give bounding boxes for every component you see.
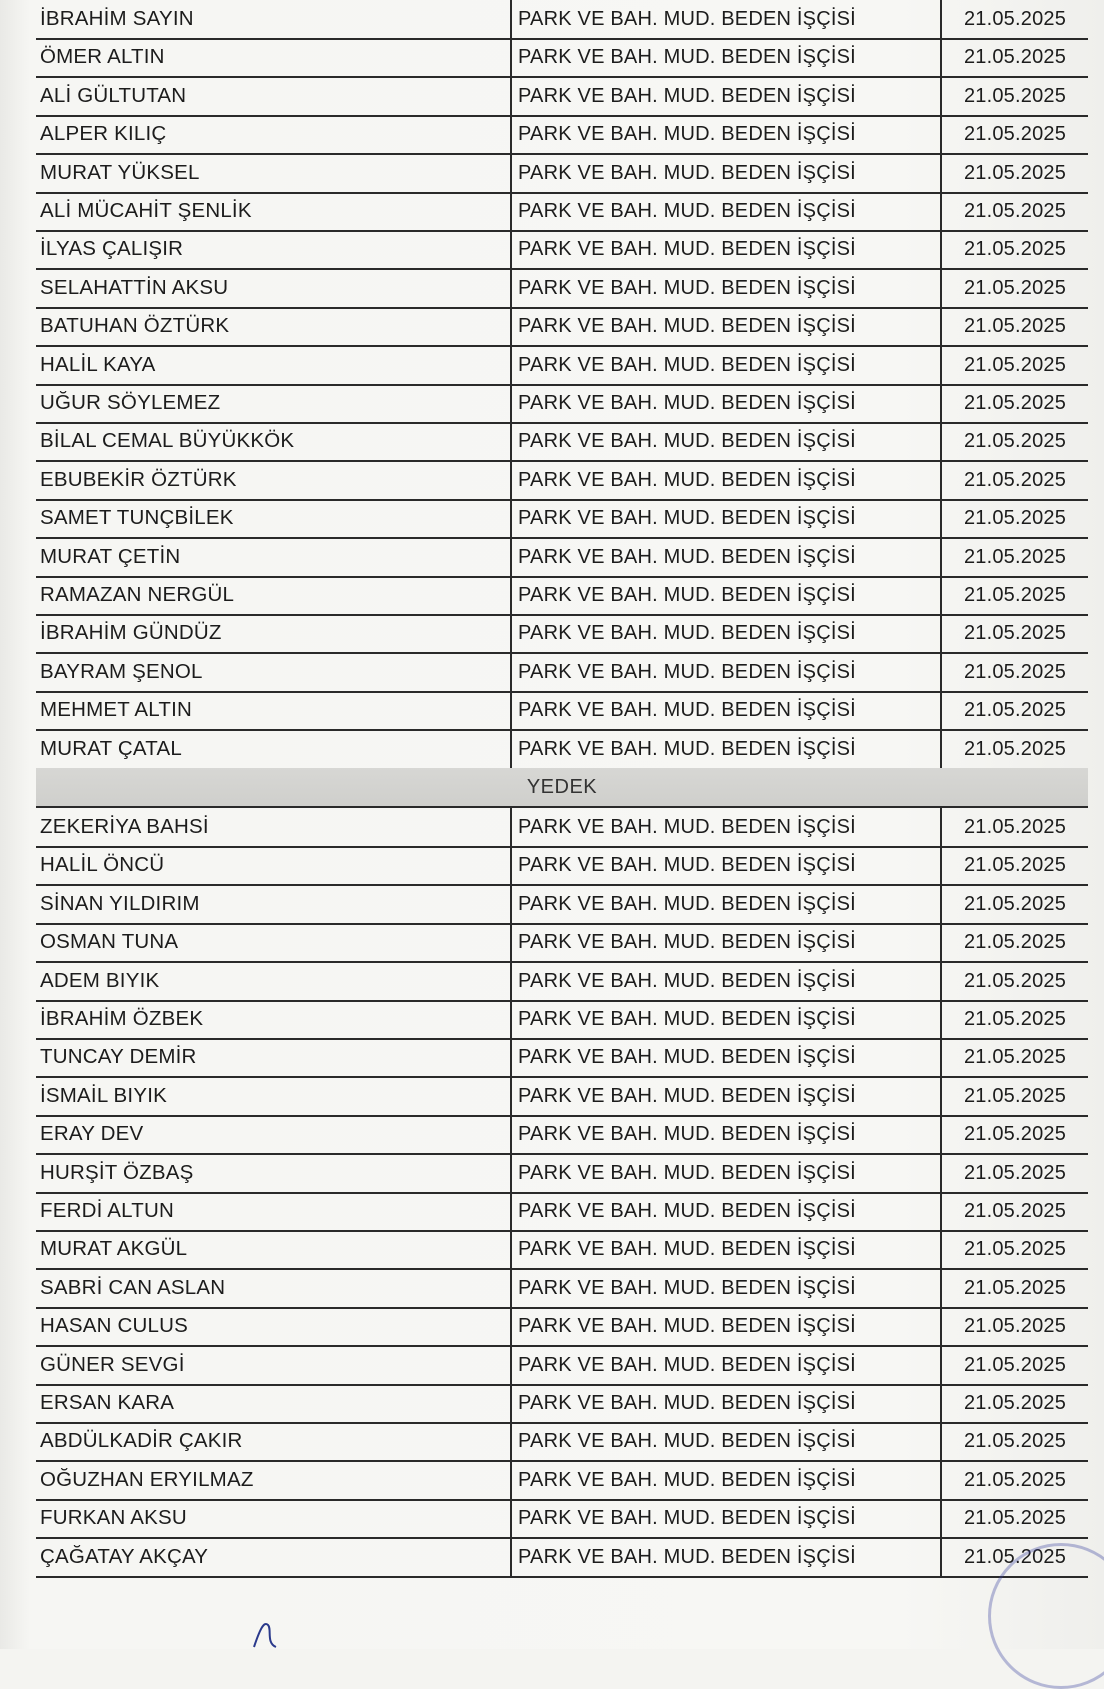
signature-icon: [250, 1619, 290, 1649]
table-row: [36, 885, 1088, 925]
table-row: [36, 346, 1088, 386]
table-row: [36, 384, 1088, 424]
employee-name: SABRİ CAN ASLAN: [40, 1275, 226, 1299]
employee-position: PARK VE BAH. MUD. BEDEN İŞÇİSİ: [510, 0, 940, 40]
table-row: [36, 1499, 1088, 1539]
table-row: [36, 38, 1088, 78]
employee-name: ALİ GÜLTUTAN: [40, 83, 187, 107]
table-row: [36, 1038, 1088, 1078]
employee-name: RAMAZAN NERGÜL: [40, 583, 235, 606]
employee-position: PARK VE BAH. MUD. BEDEN İŞÇİSİ: [510, 346, 940, 386]
table-row: [36, 808, 1088, 848]
start-date: 21.05.2025: [940, 1230, 1088, 1270]
employee-name: İBRAHİM SAYIN: [40, 7, 194, 30]
employee-name: İSMAİL BIYIK: [40, 1083, 167, 1107]
employee-name: EBUBEKİR ÖZTÜRK: [40, 467, 237, 491]
employee-name: MURAT YÜKSEL: [40, 160, 200, 184]
employee-name: FERDİ ALTUN: [40, 1199, 174, 1222]
start-date: 21.05.2025: [940, 1346, 1088, 1386]
employee-position: PARK VE BAH. MUD. BEDEN İŞÇİSİ: [510, 1115, 940, 1155]
table-row: [36, 1346, 1088, 1386]
employee-name: FURKAN AKSU: [40, 1506, 187, 1530]
employee-position: PARK VE BAH. MUD. BEDEN İŞÇİSİ: [510, 77, 940, 117]
employee-name: BAYRAM ŞENOL: [40, 659, 203, 683]
start-date: 21.05.2025: [940, 1038, 1088, 1078]
employee-position: PARK VE BAH. MUD. BEDEN İŞÇİSİ: [510, 1038, 940, 1078]
employee-position: PARK VE BAH. MUD. BEDEN İŞÇİSİ: [510, 154, 940, 194]
employee-name: HASAN CULUS: [40, 1314, 189, 1338]
start-date: 21.05.2025: [940, 614, 1088, 654]
table-row: [36, 192, 1088, 232]
start-date: 21.05.2025: [940, 1192, 1088, 1232]
table-row: [36, 154, 1088, 194]
table-row: [36, 115, 1088, 155]
employee-position: PARK VE BAH. MUD. BEDEN İŞÇİSİ: [510, 38, 940, 78]
table-row: [36, 923, 1088, 963]
employee-name: UĞUR SÖYLEMEZ: [40, 391, 221, 414]
table-row: [36, 269, 1088, 309]
start-date: 21.05.2025: [940, 1499, 1088, 1539]
employee-position: PARK VE BAH. MUD. BEDEN İŞÇİSİ: [510, 962, 940, 1002]
employee-position: PARK VE BAH. MUD. BEDEN İŞÇİSİ: [510, 115, 940, 155]
employee-position: PARK VE BAH. MUD. BEDEN İŞÇİSİ: [510, 422, 940, 462]
table-row: [36, 1077, 1088, 1117]
employee-name: ÇAĞATAY AKÇAY: [40, 1544, 209, 1568]
employee-position: PARK VE BAH. MUD. BEDEN İŞÇİSİ: [510, 1422, 940, 1462]
start-date: 21.05.2025: [940, 1461, 1088, 1501]
start-date: 21.05.2025: [940, 1307, 1088, 1347]
employee-name: ÖMER ALTIN: [40, 45, 165, 69]
table-row: [36, 1269, 1088, 1309]
start-date: 21.05.2025: [940, 1538, 1088, 1578]
employee-name: TUNCAY DEMİR: [40, 1045, 197, 1069]
employee-name: MURAT ÇATAL: [40, 736, 182, 760]
table-row: [36, 1115, 1088, 1155]
employee-name: İBRAHİM GÜNDÜZ: [40, 621, 222, 645]
start-date: 21.05.2025: [940, 923, 1088, 963]
table-row: [36, 307, 1088, 347]
table-row: [36, 499, 1088, 539]
employee-name: İLYAS ÇALIŞIR: [40, 237, 184, 261]
start-date: 21.05.2025: [940, 846, 1088, 886]
table-row: [36, 1000, 1088, 1040]
employee-position: PARK VE BAH. MUD. BEDEN İŞÇİSİ: [510, 691, 940, 731]
start-date: 21.05.2025: [940, 1115, 1088, 1155]
employee-position: PARK VE BAH. MUD. BEDEN İŞÇİSİ: [510, 653, 940, 693]
employee-position: PARK VE BAH. MUD. BEDEN İŞÇİSİ: [510, 499, 940, 539]
employee-position: PARK VE BAH. MUD. BEDEN İŞÇİSİ: [510, 1154, 940, 1194]
employee-name: SELAHATTİN AKSU: [40, 275, 229, 299]
start-date: 21.05.2025: [940, 307, 1088, 347]
table-row: [36, 538, 1088, 578]
table-row: [36, 691, 1088, 731]
table-row: [36, 422, 1088, 462]
employee-name: SİNAN YILDIRIM: [40, 891, 200, 915]
table-row: [36, 576, 1088, 616]
employee-position: PARK VE BAH. MUD. BEDEN İŞÇİSİ: [510, 1269, 940, 1309]
start-date: 21.05.2025: [940, 38, 1088, 78]
employee-name: HALİL KAYA: [40, 352, 156, 376]
employee-position: PARK VE BAH. MUD. BEDEN İŞÇİSİ: [510, 1346, 940, 1386]
employee-position: PARK VE BAH. MUD. BEDEN İŞÇİSİ: [510, 538, 940, 578]
employee-position: PARK VE BAH. MUD. BEDEN İŞÇİSİ: [510, 461, 940, 501]
employee-name: SAMET TUNÇBİLEK: [40, 506, 234, 530]
employee-position: PARK VE BAH. MUD. BEDEN İŞÇİSİ: [510, 576, 940, 616]
start-date: 21.05.2025: [940, 1269, 1088, 1309]
table-row: [36, 1192, 1088, 1232]
start-date: 21.05.2025: [940, 499, 1088, 539]
employee-name: BİLAL CEMAL BÜYÜKKÖK: [40, 429, 295, 453]
employee-position: PARK VE BAH. MUD. BEDEN İŞÇİSİ: [510, 730, 940, 770]
start-date: 21.05.2025: [940, 384, 1088, 424]
start-date: 21.05.2025: [940, 154, 1088, 194]
start-date: 21.05.2025: [940, 422, 1088, 462]
employee-name: ALİ MÜCAHİT ŞENLİK: [40, 199, 252, 222]
employee-name: ZEKERİYA BAHSİ: [40, 815, 209, 838]
start-date: 21.05.2025: [940, 653, 1088, 693]
employee-name: GÜNER SEVGİ: [40, 1352, 185, 1376]
employee-position: PARK VE BAH. MUD. BEDEN İŞÇİSİ: [510, 307, 940, 347]
employee-position: PARK VE BAH. MUD. BEDEN İŞÇİSİ: [510, 384, 940, 424]
employee-position: PARK VE BAH. MUD. BEDEN İŞÇİSİ: [510, 1538, 940, 1578]
table-row: [36, 846, 1088, 886]
employee-position: PARK VE BAH. MUD. BEDEN İŞÇİSİ: [510, 1192, 940, 1232]
start-date: 21.05.2025: [940, 962, 1088, 1002]
table-row: [36, 0, 1088, 40]
start-date: 21.05.2025: [940, 1000, 1088, 1040]
start-date: 21.05.2025: [940, 1154, 1088, 1194]
reserve-section-header: [36, 768, 1088, 808]
start-date: 21.05.2025: [940, 230, 1088, 270]
employee-position: PARK VE BAH. MUD. BEDEN İŞÇİSİ: [510, 1461, 940, 1501]
employee-name: İBRAHİM ÖZBEK: [40, 1007, 204, 1030]
start-date: 21.05.2025: [940, 538, 1088, 578]
start-date: 21.05.2025: [940, 0, 1088, 40]
employee-position: PARK VE BAH. MUD. BEDEN İŞÇİSİ: [510, 192, 940, 232]
employee-position: PARK VE BAH. MUD. BEDEN İŞÇİSİ: [510, 808, 940, 848]
employee-position: PARK VE BAH. MUD. BEDEN İŞÇİSİ: [510, 269, 940, 309]
start-date: 21.05.2025: [940, 730, 1088, 770]
table-row: [36, 1422, 1088, 1462]
start-date: 21.05.2025: [940, 1384, 1088, 1424]
employee-name: MEHMET ALTIN: [40, 698, 192, 722]
start-date: 21.05.2025: [940, 1422, 1088, 1462]
employee-name: OSMAN TUNA: [40, 930, 179, 954]
table-row: [36, 1461, 1088, 1501]
employee-name: MURAT AKGÜL: [40, 1237, 188, 1261]
table-row: [36, 962, 1088, 1002]
employee-position: PARK VE BAH. MUD. BEDEN İŞÇİSİ: [510, 1000, 940, 1040]
employee-position: PARK VE BAH. MUD. BEDEN İŞÇİSİ: [510, 1499, 940, 1539]
employee-name: MURAT ÇETİN: [40, 544, 181, 568]
employee-position: PARK VE BAH. MUD. BEDEN İŞÇİSİ: [510, 614, 940, 654]
table-row: [36, 653, 1088, 693]
table-row: [36, 614, 1088, 654]
employee-name: OĞUZHAN ERYILMAZ: [40, 1467, 254, 1491]
employee-name: ERAY DEV: [40, 1122, 144, 1146]
employee-position: PARK VE BAH. MUD. BEDEN İŞÇİSİ: [510, 1384, 940, 1424]
start-date: 21.05.2025: [940, 691, 1088, 731]
start-date: 21.05.2025: [940, 77, 1088, 117]
start-date: 21.05.2025: [940, 115, 1088, 155]
start-date: 21.05.2025: [940, 346, 1088, 386]
employee-name: HURŞİT ÖZBAŞ: [40, 1160, 194, 1184]
table-row: [36, 1384, 1088, 1424]
employee-position: PARK VE BAH. MUD. BEDEN İŞÇİSİ: [510, 230, 940, 270]
employee-name: ABDÜLKADİR ÇAKIR: [40, 1429, 243, 1453]
table-row: [36, 1538, 1088, 1578]
start-date: 21.05.2025: [940, 269, 1088, 309]
employee-position: PARK VE BAH. MUD. BEDEN İŞÇİSİ: [510, 885, 940, 925]
table-row: [36, 1307, 1088, 1347]
employee-position: PARK VE BAH. MUD. BEDEN İŞÇİSİ: [510, 923, 940, 963]
start-date: 21.05.2025: [940, 808, 1088, 848]
start-date: 21.05.2025: [940, 192, 1088, 232]
employee-position: PARK VE BAH. MUD. BEDEN İŞÇİSİ: [510, 1307, 940, 1347]
table-row: [36, 230, 1088, 270]
table-row: [36, 730, 1088, 770]
start-date: 21.05.2025: [940, 461, 1088, 501]
employee-name: ADEM BIYIK: [40, 968, 160, 992]
table-row: [36, 1230, 1088, 1270]
employee-name: BATUHAN ÖZTÜRK: [40, 314, 230, 338]
employee-position: PARK VE BAH. MUD. BEDEN İŞÇİSİ: [510, 1077, 940, 1117]
start-date: 21.05.2025: [940, 885, 1088, 925]
start-date: 21.05.2025: [940, 1077, 1088, 1117]
employee-name: ALPER KILIÇ: [40, 122, 167, 146]
employee-name: HALİL ÖNCÜ: [40, 853, 165, 877]
employee-position: PARK VE BAH. MUD. BEDEN İŞÇİSİ: [510, 1230, 940, 1270]
start-date: 21.05.2025: [940, 576, 1088, 616]
employee-name: ERSAN KARA: [40, 1391, 175, 1414]
table-row: [36, 1154, 1088, 1194]
table-row: [36, 461, 1088, 501]
table-row: [36, 77, 1088, 117]
employee-position: PARK VE BAH. MUD. BEDEN İŞÇİSİ: [510, 846, 940, 886]
section-label: YEDEK: [526, 776, 598, 798]
